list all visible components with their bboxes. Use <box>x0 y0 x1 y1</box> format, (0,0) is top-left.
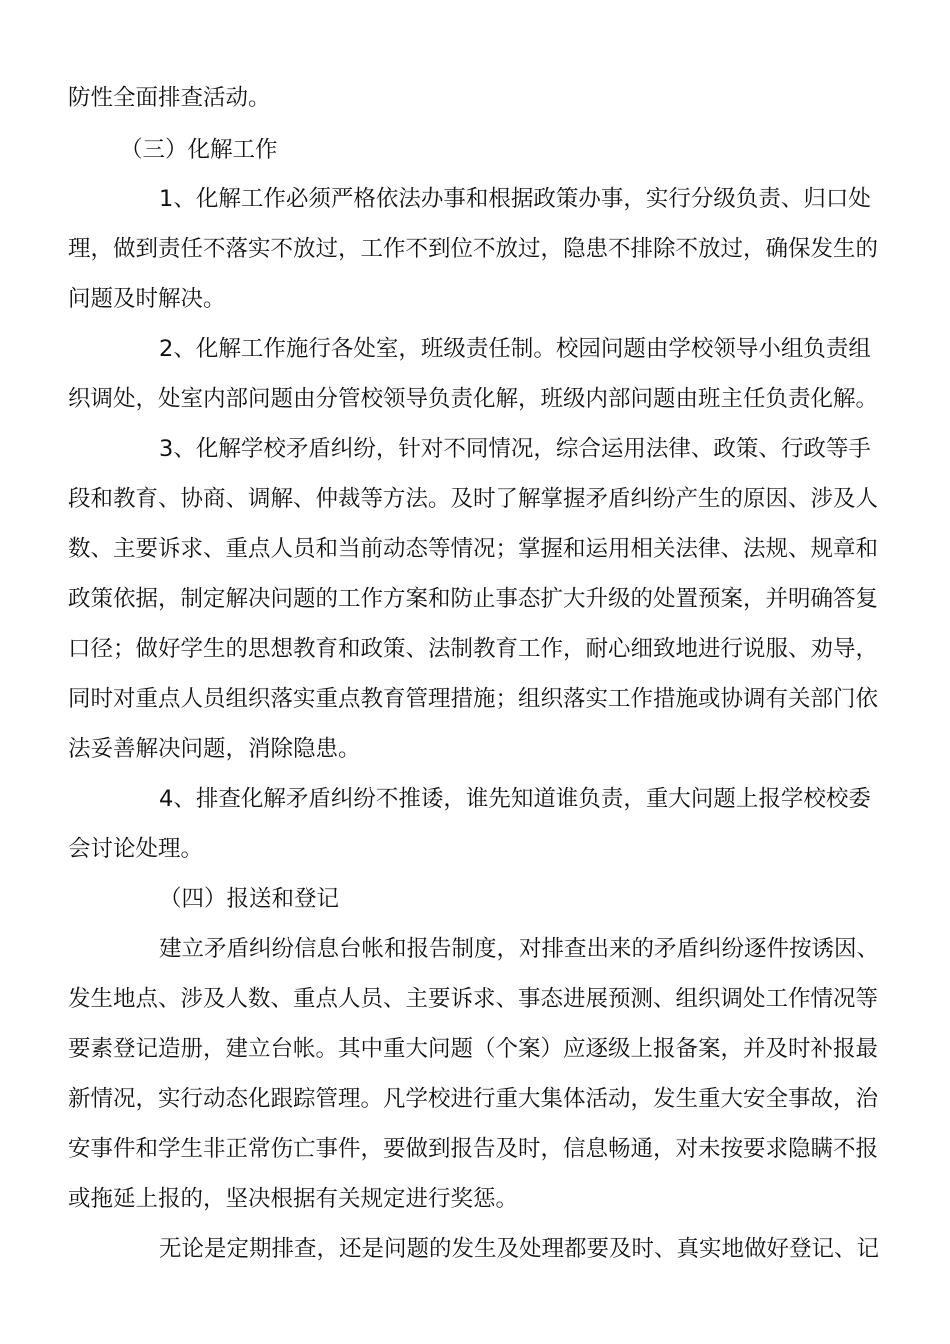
paragraph-first-line: 建立矛盾纠纷信息台帐和报告制度，对排查出来的矛盾纠纷逐件按诱因、 <box>159 936 880 962</box>
paragraph-first-line: 3、化解学校矛盾纠纷，针对不同情况，综合运用法律、政策、行政等手 <box>159 436 871 462</box>
body-text-line: 问题及时解决。 <box>68 286 226 312</box>
paragraph-first-line: 4、排查化解矛盾纠纷不推诿，谁先知道谁负责，重大问题上报学校校委 <box>159 786 871 812</box>
body-text-line: 理，做到责任不落实不放过，工作不到位不放过，隐患不排除不放过，确保发生的 <box>68 236 879 262</box>
body-text-line: 政策依据，制定解决问题的工作方案和防止事态扩大升级的处置预案，并明确答复 <box>68 586 879 612</box>
body-text-line: 段和教育、协商、调解、仲裁等方法。及时了解掌握矛盾纠纷产生的原因、涉及人 <box>68 486 879 512</box>
body-text-line: 口径；做好学生的思想教育和政策、法制教育工作，耐心细致地进行说服、劝导， <box>68 636 879 662</box>
body-text-line: 要素登记造册，建立台帐。其中重大问题（个案）应逐级上报备案，并及时补报最 <box>68 1036 879 1062</box>
paragraph-first-line: 无论是定期排查，还是问题的发生及处理都要及时、真实地做好登记、记 <box>159 1236 880 1262</box>
body-text-line: 会讨论处理。 <box>68 836 204 862</box>
section-heading: （三）化解工作 <box>120 137 278 163</box>
body-text-line: 安事件和学生非正常伤亡事件，要做到报告及时，信息畅通，对未按要求隐瞒不报 <box>68 1136 879 1162</box>
paragraph-first-line: 1、化解工作必须严格依法办事和根据政策办事，实行分级负责、归口处 <box>159 186 871 212</box>
body-text-line: 数、主要诉求、重点人员和当前动态等情况；掌握和运用相关法律、法规、规章和 <box>68 536 879 562</box>
section-heading: （四）报送和登记 <box>159 886 340 912</box>
body-text-line: 织调处，处室内部问题由分管校领导负责化解，班级内部问题由班主任负责化解。 <box>68 386 879 412</box>
body-text-line: 或拖延上报的，坚决根据有关规定进行奖惩。 <box>68 1186 519 1212</box>
body-text-line: 发生地点、涉及人数、重点人员、主要诉求、事态进展预测、组织调处工作情况等 <box>68 986 879 1012</box>
body-text-line: 防性全面排查活动。 <box>68 85 271 111</box>
paragraph-first-line: 2、化解工作施行各处室，班级责任制。校园问题由学校领导小组负责组 <box>159 336 871 362</box>
body-text-line: 新情况，实行动态化跟踪管理。凡学校进行重大集体活动，发生重大安全事故，治 <box>68 1086 879 1112</box>
body-text-line: 法妥善解决问题，消除隐患。 <box>68 736 361 762</box>
body-text-line: 同时对重点人员组织落实重点教育管理措施；组织落实工作措施或协调有关部门依 <box>68 686 879 712</box>
